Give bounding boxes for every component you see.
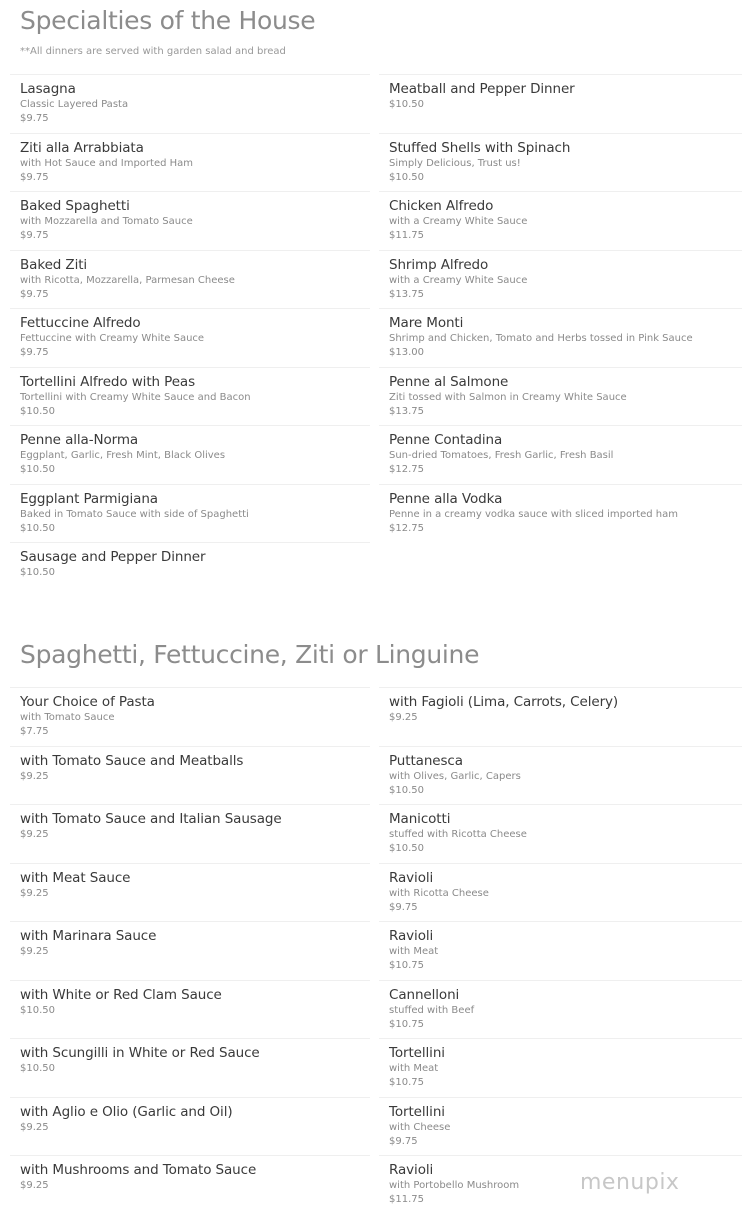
menu-item-name: with Scungilli in White or Red Sauce — [20, 1045, 260, 1061]
menu-item-name: Sausage and Pepper Dinner — [20, 549, 206, 565]
menu-item — [10, 804, 370, 862]
menu-item — [10, 1038, 370, 1096]
menu-item-description: Fettuccine with Creamy White Sauce — [20, 333, 205, 344]
menu-item-name: Your Choice of Pasta — [20, 694, 155, 710]
menu-item-price: $13.00 — [389, 347, 424, 358]
menu-item-name: with Marinara Sauce — [20, 928, 157, 944]
menu-item-description: Ziti tossed with Salmon in Creamy White Sauce — [389, 391, 627, 403]
menu-item — [379, 687, 742, 745]
menu-item-name: with Meat Sauce — [20, 869, 131, 886]
menu-item-name: Puttanesca — [389, 752, 463, 769]
menu-item-name: with Fagioli (Lima, Carrots, Celery) — [389, 694, 619, 710]
menu-item-description: stuffed with Beef — [389, 1004, 475, 1016]
menu-item-price: $9.25 — [20, 770, 49, 782]
menu-item-description: with a Creamy White Sauce — [389, 274, 528, 286]
menu-item-price: $10.50 — [20, 464, 55, 475]
menu-item — [10, 367, 370, 425]
menu-item-description: with Meat — [389, 946, 439, 957]
menu-item-price: $9.75 — [389, 901, 418, 913]
menu-item-description: with Hot Sauce and Imported Ham — [20, 157, 194, 169]
menu-item-name: Ravioli — [389, 869, 434, 886]
menu-item-description: with Cheese — [389, 1121, 451, 1133]
section-title-pasta: Spaghetti, Fettuccine, Ziti or Linguine — [20, 640, 480, 669]
menu-item-price: $9.25 — [389, 712, 418, 723]
menu-item-price: $9.75 — [20, 230, 49, 241]
menu-item-price: $10.50 — [20, 405, 55, 417]
menu-item — [379, 863, 742, 921]
menu-item-price: $7.75 — [20, 726, 49, 737]
menu-item-description: stuffed with Ricotta Cheese — [389, 829, 527, 840]
menu-item — [379, 367, 742, 425]
menu-item — [10, 191, 370, 249]
menu-item-price: $9.75 — [20, 347, 49, 358]
menu-item-price: $10.50 — [20, 522, 55, 534]
menu-item-name: Baked Ziti — [20, 256, 88, 273]
menu-item — [379, 425, 742, 483]
menu-item-name: Tortellini — [389, 1103, 445, 1120]
menu-item-price: $9.25 — [20, 946, 49, 957]
menu-item-description: Tortellini with Creamy White Sauce and Bacon — [20, 391, 251, 403]
menu-item-name: Tortellini — [389, 1045, 445, 1061]
dinner-note: **All dinners are served with garden salad and bread — [20, 46, 286, 57]
menu-item — [379, 133, 742, 191]
menu-item-name: Tortellini Alfredo with Peas — [20, 373, 196, 390]
menu-item — [10, 133, 370, 191]
menu-item-price: $10.75 — [389, 960, 424, 971]
menu-item-price: $12.75 — [389, 522, 424, 534]
menu-item-price: $9.25 — [20, 1180, 49, 1191]
menu-item — [379, 746, 742, 804]
menu-item-price: $9.25 — [20, 829, 49, 840]
menu-item — [379, 1155, 742, 1213]
menu-item-price: $10.50 — [389, 843, 424, 854]
menu-item-price: $10.50 — [389, 171, 424, 183]
menu-item-name: with White or Red Clam Sauce — [20, 986, 222, 1003]
menu-item-price: $13.75 — [389, 288, 424, 300]
menu-item — [10, 1155, 370, 1213]
menu-item — [379, 484, 742, 542]
menu-item-price: $10.75 — [389, 1018, 424, 1030]
menu-item-name: Meatball and Pepper Dinner — [389, 81, 575, 97]
menu-item-name: Ziti alla Arrabbiata — [20, 139, 144, 156]
menu-item — [379, 1038, 742, 1096]
menu-item-name: Mare Monti — [389, 315, 464, 331]
menu-item-name: Penne Contadina — [389, 432, 503, 448]
menu-item-price: $10.50 — [20, 1063, 55, 1074]
menu-item-name: Eggplant Parmigiana — [20, 490, 158, 507]
menu-item-price: $9.75 — [20, 171, 49, 183]
menu-item-description: with Ricotta, Mozzarella, Parmesan Cheese — [20, 274, 235, 286]
menu-item-description: with Portobello Mushroom — [389, 1180, 520, 1191]
menu-item-name: Cannelloni — [389, 986, 460, 1003]
menu-item — [379, 74, 742, 132]
menu-item-name: Lasagna — [20, 81, 76, 97]
menu-item-description: Classic Layered Pasta — [20, 99, 129, 110]
menu-item-price: $9.25 — [20, 1121, 49, 1133]
menupix-watermark: menupix — [580, 1170, 680, 1195]
menu-item-price: $9.75 — [20, 288, 49, 300]
menu-item-price: $10.50 — [389, 99, 424, 110]
menu-item-name: Fettuccine Alfredo — [20, 315, 141, 331]
menu-item-description: Sun-dried Tomatoes, Fresh Garlic, Fresh Basil — [389, 450, 614, 461]
menu-item — [10, 425, 370, 483]
menu-item-name: Penne alla Vodka — [389, 490, 503, 507]
menu-item-name: Shrimp Alfredo — [389, 256, 489, 273]
menu-item-description: with Meat — [389, 1063, 439, 1074]
menu-item-price: $11.75 — [389, 1194, 424, 1205]
menu-item-description: Penne in a creamy vodka sauce with sliced imported ham — [389, 508, 678, 520]
section-title-specialties: Specialties of the House — [20, 6, 316, 35]
menu-item-name: with Mushrooms and Tomato Sauce — [20, 1162, 257, 1178]
menu-item — [10, 746, 370, 804]
menu-item-name: Ravioli — [389, 1162, 434, 1178]
menu-item — [10, 542, 370, 600]
menu-item-name: with Aglio e Olio (Garlic and Oil) — [20, 1103, 233, 1120]
menu-item-price: $9.25 — [20, 887, 49, 899]
menu-item-description: Baked in Tomato Sauce with side of Spaghetti — [20, 508, 249, 520]
menu-item-price: $10.50 — [20, 567, 55, 578]
menu-item — [379, 191, 742, 249]
menu-item-price: $10.50 — [389, 784, 424, 796]
menu-item-description: with Ricotta Cheese — [389, 887, 489, 899]
menu-item-description: with Olives, Garlic, Capers — [389, 770, 521, 782]
menu-item-name: Penne alla-Norma — [20, 432, 139, 448]
menu-item — [10, 863, 370, 921]
menu-item — [10, 484, 370, 542]
menu-item-description: Simply Delicious, Trust us! — [389, 157, 521, 169]
menu-item-name: with Tomato Sauce and Italian Sausage — [20, 811, 282, 827]
menu-item — [379, 1097, 742, 1155]
menu-item-description: Shrimp and Chicken, Tomato and Herbs tossed in Pink Sauce — [389, 333, 693, 344]
menu-item-name: Penne al Salmone — [389, 373, 509, 390]
menu-item — [379, 921, 742, 979]
menu-item-price: $12.75 — [389, 464, 424, 475]
menu-item-name: Chicken Alfredo — [389, 198, 494, 214]
menu-item-price: $11.75 — [389, 230, 424, 241]
menu-item-name: Baked Spaghetti — [20, 198, 130, 214]
menu-item-price: $9.75 — [20, 113, 49, 124]
menu-item-price: $13.75 — [389, 405, 424, 417]
menu-item-price: $9.75 — [389, 1135, 418, 1147]
menu-item — [10, 1097, 370, 1155]
menu-item — [379, 804, 742, 862]
menu-item-price: $10.50 — [20, 1004, 55, 1016]
menu-item-price: $10.75 — [389, 1077, 424, 1088]
menu-item-description: with a Creamy White Sauce — [389, 216, 528, 227]
menu-item-description: with Tomato Sauce — [20, 712, 115, 723]
menu-item-name: Manicotti — [389, 811, 451, 827]
menu-item-description: with Mozzarella and Tomato Sauce — [20, 216, 193, 227]
menu-item-name: Ravioli — [389, 928, 434, 944]
menu-item — [10, 921, 370, 979]
menu-item — [379, 308, 742, 366]
menu-item — [10, 687, 370, 745]
menu-item — [10, 250, 370, 308]
menu-item-name: with Tomato Sauce and Meatballs — [20, 752, 244, 769]
menu-item-name: Stuffed Shells with Spinach — [389, 139, 571, 156]
menu-item-description: Eggplant, Garlic, Fresh Mint, Black Olives — [20, 450, 226, 461]
menu-item — [10, 980, 370, 1038]
menu-item — [379, 980, 742, 1038]
menu-item — [10, 74, 370, 132]
menu-item — [10, 308, 370, 366]
menu-item — [379, 250, 742, 308]
